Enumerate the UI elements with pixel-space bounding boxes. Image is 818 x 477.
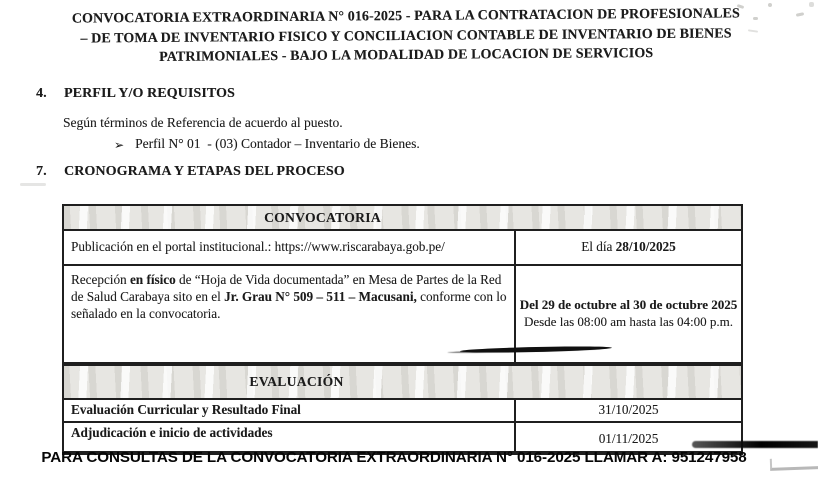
scan-noise-speck — [20, 183, 46, 186]
section-4-intro: Según términos de Referencia de acuerdo al puesto. — [63, 115, 343, 130]
title-line-2: – DE TOMA DE INVENTARIO FISICO Y CONCILIACION CONTABLE DE INVENTARIO DE BIENES — [80, 25, 732, 47]
adjudicacion-date: 01/11/2025 — [598, 431, 659, 447]
recepcion-date: Del 29 de octubre al 30 de octubre 2025 Desde las 08:00 am hasta las 04:00 p.m. — [519, 297, 738, 329]
recepcion-label-cell — [64, 266, 516, 362]
section-4-title: PERFIL Y/O REQUISITOS — [64, 86, 235, 101]
scan-smudge-bottom-right — [692, 441, 818, 448]
title-line-1: CONVOCATORIA EXTRAORDINARIA N° 016-2025 - PARA LA CONTRATACION DE PROFESIONALES — [71, 6, 740, 27]
section-7-title: CRONOGRAMA Y ETAPAS DEL PROCESO — [64, 164, 345, 179]
evaluacion-curricular-label: Evaluación Curricular y Resultado Final — [71, 402, 301, 417]
perfil-bullet-text: Perfil N° 01 - (03) Contador – Inventario de Bienes. — [135, 136, 420, 151]
publicacion-label: Publicación en el portal institucional.: https://www.riscarabaya.gob.pe/ — [71, 239, 445, 255]
arrow-bullet-icon: ➢ — [114, 137, 125, 152]
evaluacion-header-label: EVALUACIÓN — [249, 374, 344, 389]
section-4-heading — [36, 86, 235, 102]
table-row-recepcion — [64, 266, 741, 364]
evaluacion-curricular-label-cell — [64, 400, 516, 421]
table-row-publicacion — [64, 231, 741, 266]
table-row-evaluacion-curricular — [64, 400, 741, 423]
publicacion-label-cell — [64, 231, 516, 264]
document-title — [6, 4, 806, 69]
section-4-number: 4. — [36, 86, 47, 101]
convocatoria-header-label: CONVOCATORIA — [264, 209, 381, 225]
publicacion-date: El día 28/10/2025 — [581, 239, 676, 255]
evaluacion-curricular-date-cell — [516, 400, 741, 421]
footer-contact-note: PARA CONSULTAS DE LA CONVOCATORIA EXTRAORDINARIA N° 016-2025 LLAMAR A: 951247958 — [41, 449, 747, 466]
adjudicacion-label: Adjudicación e inicio de actividades — [71, 425, 273, 440]
scan-noise-speck — [809, 2, 814, 7]
section-7-heading — [36, 164, 345, 180]
evaluacion-curricular-date: 31/10/2025 — [598, 402, 659, 418]
evaluacion-header-row — [64, 364, 741, 400]
publicacion-date-cell — [516, 231, 741, 264]
scan-noise-speck — [753, 17, 758, 20]
recepcion-label: Recepción en físico de “Hoja de Vida documentada” en Mesa de Partes de la Red de Salud Carabaya sito en el Jr. Grau N° 509 – 511 – Macusani, conforme con lo señalado en la convocatoria. — [71, 272, 507, 321]
convocatoria-header-row — [64, 206, 741, 231]
perfil-bullet-item — [114, 136, 420, 152]
cronograma-table — [62, 204, 743, 455]
section-7-number: 7. — [36, 164, 47, 179]
scan-corner-mark — [770, 457, 818, 471]
title-line-3: PATRIMONIALES - BAJO LA MODALIDAD DE LOCACION DE SERVICIOS — [159, 46, 654, 65]
scan-noise-speck — [768, 3, 772, 7]
adjudicacion-label-cell — [64, 423, 516, 451]
